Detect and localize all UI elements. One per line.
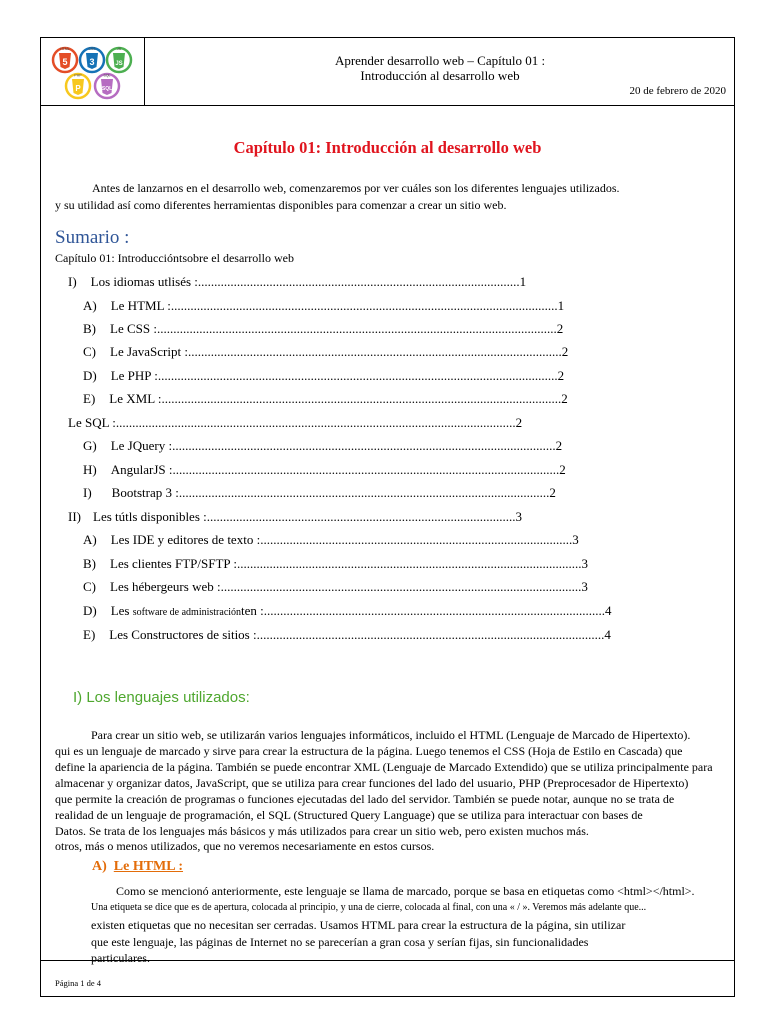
toc-item[interactable] bbox=[83, 438, 562, 454]
toc-item-label: Le PHP : bbox=[110, 368, 158, 383]
subsection-prefix: A) bbox=[92, 859, 107, 874]
toc-item-label: Le SQL : bbox=[68, 415, 116, 430]
body-line: define la apariencia de la página. También se puede encontrar XML (Lenguaje de Marcado Extendido) que se utiliza principalmente para bbox=[55, 760, 713, 774]
subsection-title: Le HTML : bbox=[113, 859, 184, 874]
toc-item-label: Le HTML : bbox=[110, 298, 171, 313]
toc-item-leader: .................................................................................................................. bbox=[178, 485, 550, 500]
toc-item[interactable] bbox=[83, 298, 564, 314]
html-line-1: Como se mencionó anteriormente, este lenguaje se llama de marcado, porque se basa en etiquetas como <html></html>. bbox=[116, 884, 695, 898]
toc-item-label: Le JQuery : bbox=[110, 438, 173, 453]
toc-item[interactable] bbox=[83, 368, 564, 384]
toc-item-label: Los idiomas utlisés : bbox=[90, 274, 198, 289]
toc-item-num: G) bbox=[83, 438, 97, 453]
toc-item-num: A) bbox=[83, 532, 97, 547]
toc-item-num: D) bbox=[83, 603, 97, 618]
toc-item[interactable] bbox=[83, 321, 563, 337]
toc-item-page: 3 bbox=[581, 556, 588, 571]
body-line: Datos. Se trata de los lenguajes más básicos y más utilizados para crear un sitio web, pero existen muchos más. bbox=[55, 824, 589, 838]
toc-item-label-small: software de administración bbox=[132, 607, 242, 618]
toc-item-leader: .......................................................................................................... bbox=[237, 556, 582, 571]
body-line: qui es un lenguaje de marcado y sirve para crear la estructura de la página. Luego tenemos el CSS (Hoja de Estilo en Cascada) que bbox=[55, 744, 683, 758]
toc-item-page: 2 bbox=[559, 462, 566, 477]
body-line: realidad de un lenguaje de programación, el SQL (Structured Query Language) que se utiliza para interactuar con bases de bbox=[55, 808, 643, 822]
toc-item-page: 3 bbox=[515, 509, 522, 524]
html-line-5: particulares. bbox=[91, 951, 150, 965]
toc-item-num: I) bbox=[83, 485, 92, 500]
sumario-subtitle bbox=[55, 251, 294, 266]
toc-item-num: D) bbox=[83, 368, 97, 383]
toc-item-leader: ........................................................................................................... bbox=[256, 627, 605, 642]
header-title-line2: Introducción al desarrollo web bbox=[360, 68, 520, 83]
body-line: otros, más o menos utilizados, que no veremos necesariamente en estos cursos. bbox=[55, 839, 435, 853]
toc-item-page: 2 bbox=[561, 391, 568, 406]
toc-item-leader: ............................................................................................... bbox=[206, 509, 516, 524]
toc-item-leader: ...................................................................................................................... bbox=[172, 438, 556, 453]
body-line: almacenar y organizar datos, JavaScript, que se utiliza para crear funciones del lado del usuario, PHP (Preprocesador de Hipertexto) bbox=[55, 776, 689, 790]
toc-item-num: H) bbox=[83, 462, 97, 477]
html5-icon bbox=[53, 47, 77, 72]
toc-item-label: Les bbox=[110, 603, 130, 618]
header-date: 20 de febrero de 2020 bbox=[629, 85, 726, 97]
logo-cell bbox=[41, 38, 145, 105]
footer-page-number: Página 1 de 4 bbox=[55, 978, 102, 988]
toc-item-label: Les clientes FTP/SFTP : bbox=[110, 556, 237, 571]
toc-item[interactable] bbox=[68, 509, 522, 525]
html-line-2: Una etiqueta se dice que es de apertura, colocada al principio, y una de cierre, colocada al final, con una « / ». Veremos más adelante que... bbox=[91, 902, 647, 913]
toc-item-page: 2 bbox=[515, 415, 523, 430]
toc-item[interactable] bbox=[83, 344, 568, 360]
toc-item[interactable] bbox=[83, 556, 588, 572]
toc-item-num: C) bbox=[83, 579, 96, 594]
toc-item-num: II) bbox=[68, 509, 81, 524]
section-heading-lenguajes: I) Los lenguajes utilizados: bbox=[73, 689, 250, 706]
toc-item-leader: ................................................................................................... bbox=[197, 274, 520, 289]
toc-item-num: E) bbox=[83, 391, 96, 406]
toc-item-label: Le CSS : bbox=[110, 321, 157, 336]
toc-item-num: E) bbox=[83, 627, 96, 642]
svg-text:PHP: PHP bbox=[74, 73, 82, 78]
toc-item-page: 4 bbox=[605, 603, 612, 618]
toc-item-page: 1 bbox=[519, 274, 527, 289]
toc-item-page: 2 bbox=[561, 344, 569, 359]
sumario-subtitle-head: Capítulo 01: Introducciónt bbox=[55, 251, 183, 265]
svg-text:SQL: SQL bbox=[103, 73, 111, 78]
body-line: que permite la creación de programas o funciones ejecutadas del lado del servidor. También se puede notar, aunque no se trata de bbox=[55, 792, 675, 806]
toc-item-page: 3 bbox=[581, 579, 588, 594]
toc-item-label: Les IDE y editores de texto : bbox=[110, 532, 261, 547]
toc-item-page: 2 bbox=[555, 438, 563, 453]
body-line: Para crear un sitio web, se utilizarán varios lenguajes informáticos, incluido el HTML (Lenguaje de Marcado de Hipertexto). bbox=[91, 728, 691, 742]
toc-item[interactable] bbox=[83, 603, 612, 619]
svg-text:P: P bbox=[75, 84, 81, 93]
sql-icon bbox=[95, 74, 119, 99]
html-line-4: que este lenguaje, las páginas de Internet no se parecerían a gran cosa y serían fijas, sin funcionalidades bbox=[91, 935, 589, 949]
toc-item-leader: ................................................................................................ bbox=[260, 532, 573, 547]
toc-item[interactable] bbox=[83, 485, 556, 501]
toc-item[interactable] bbox=[83, 579, 588, 595]
toc-item-leader: ........................................................................................................................... bbox=[157, 368, 558, 383]
page-header bbox=[41, 38, 734, 106]
svg-text:SQL: SQL bbox=[101, 86, 113, 92]
web-languages-logo bbox=[41, 38, 144, 105]
svg-text:5: 5 bbox=[62, 57, 68, 67]
toc-item-num: B) bbox=[83, 556, 96, 571]
toc-item-label: Bootstrap 3 : bbox=[111, 485, 179, 500]
toc-item[interactable] bbox=[83, 391, 568, 407]
toc-item-num: A) bbox=[83, 298, 97, 313]
chapter-title: Capítulo 01: Introducción al desarrollo web bbox=[233, 138, 542, 157]
toc-item-label-tail: ten : bbox=[241, 603, 264, 618]
toc-item-label: Les Constructores de sitios : bbox=[109, 627, 257, 642]
toc-item-page: 2 bbox=[549, 485, 556, 500]
html-line-3: existen etiquetas que no necesitan ser cerradas. Usamos HTML para crear la estructura de la página, sin utilizar bbox=[91, 918, 626, 932]
footer-divider bbox=[41, 960, 734, 961]
toc-item-leader: ........................................................................................................................... bbox=[156, 321, 557, 336]
toc-item-page: 4 bbox=[604, 627, 611, 642]
toc-item-page: 2 bbox=[557, 368, 565, 383]
toc-item-page: 1 bbox=[557, 298, 565, 313]
toc-item-label: Les hébergeurs web : bbox=[110, 579, 221, 594]
toc-item[interactable] bbox=[68, 415, 522, 431]
toc-item[interactable] bbox=[83, 627, 611, 643]
intro-line-2: y su utilidad así como diferentes herramientas disponibles para comenzar a crear un sitio web. bbox=[55, 198, 507, 212]
toc-item[interactable] bbox=[83, 532, 579, 548]
toc-item-label: Les tútls disponibles : bbox=[93, 509, 207, 524]
toc-item-leader: ....................................................................................................................... bbox=[172, 462, 560, 477]
sumario-title: Sumario : bbox=[55, 227, 130, 248]
svg-text:HTML: HTML bbox=[60, 47, 70, 51]
toc-item-leader: ........................................................................................................................... bbox=[115, 415, 516, 430]
toc-item-leader: ........................................................................................................................... bbox=[161, 391, 562, 406]
sumario-subtitle-tail: sobre el desarrollo web bbox=[182, 251, 294, 265]
toc-item[interactable] bbox=[83, 462, 566, 478]
toc-item-leader: ......................................................................................................... bbox=[263, 603, 606, 618]
subsection-heading-html bbox=[92, 859, 183, 875]
toc-item-leader: ....................................................................................................................... bbox=[170, 298, 558, 313]
toc-item-label: Le JavaScript : bbox=[110, 344, 188, 359]
toc-item-label: Le XML : bbox=[109, 391, 162, 406]
toc-item[interactable] bbox=[68, 274, 526, 290]
svg-text:3: 3 bbox=[89, 57, 95, 67]
svg-text:JS: JS bbox=[115, 61, 123, 67]
php-icon bbox=[66, 74, 90, 99]
toc-item-num: B) bbox=[83, 321, 96, 336]
toc-item-leader: ................................................................................................................... bbox=[187, 344, 562, 359]
header-title bbox=[145, 53, 735, 83]
svg-text:JS: JS bbox=[116, 47, 122, 51]
toc-item-leader: ............................................................................................................... bbox=[220, 579, 582, 594]
toc-item-num: I) bbox=[68, 274, 77, 289]
header-title-line1: Aprender desarrollo web – Capítulo 01 : bbox=[334, 53, 546, 68]
toc-item-page: 2 bbox=[556, 321, 564, 336]
css3-icon bbox=[80, 47, 104, 72]
svg-text:CSS: CSS bbox=[88, 47, 96, 51]
intro-line-1: Antes de lanzarnos en el desarrollo web, comenzaremos por ver cuáles son los diferentes lenguajes utilizados. bbox=[92, 181, 620, 195]
toc-item-label: AngularJS : bbox=[110, 462, 173, 477]
toc-item-page: 3 bbox=[572, 532, 579, 547]
toc-item-num: C) bbox=[83, 344, 96, 359]
javascript-icon bbox=[107, 47, 131, 72]
page-frame bbox=[40, 37, 735, 997]
